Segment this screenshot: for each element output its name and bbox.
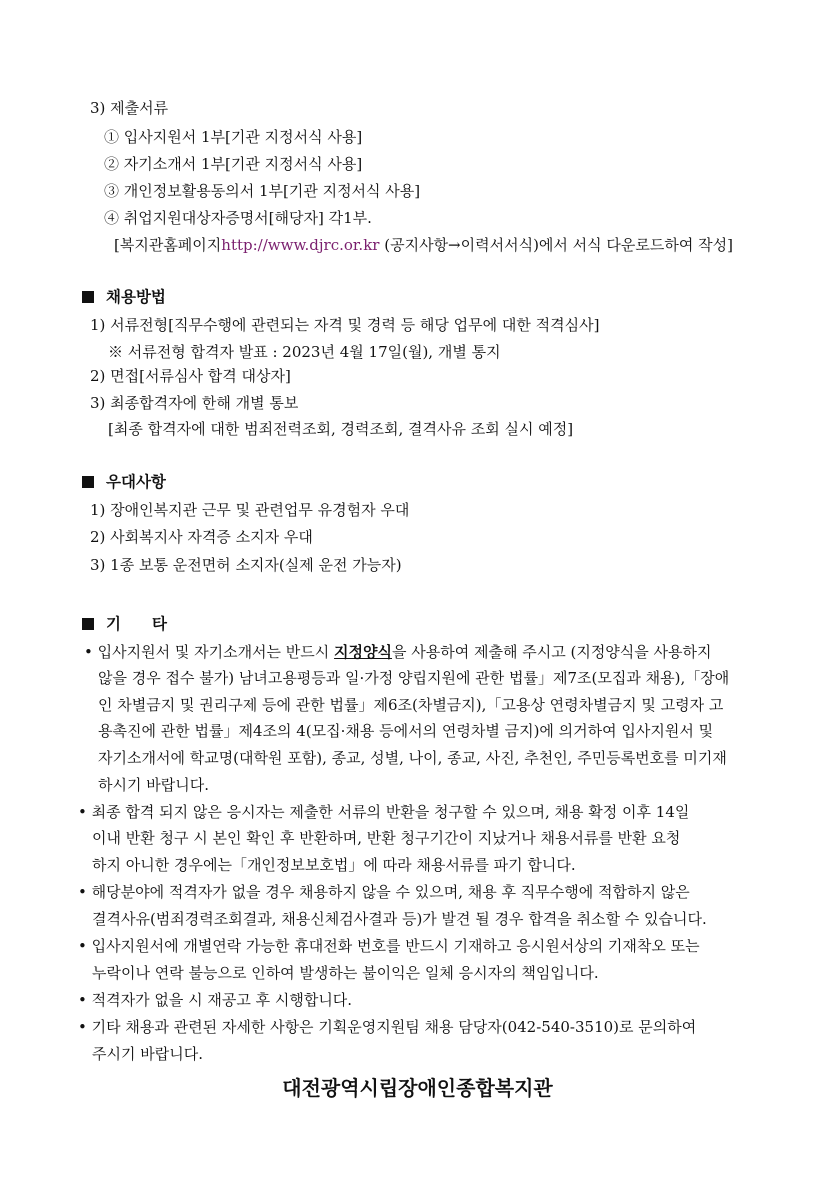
etc-title-text: 기 타: [106, 615, 167, 633]
etc-bullet-3-line-2: 결격사유(범죄경력조회결과, 채용신체검사결과 등)가 발견 될 경우 합격을 취소할 수 있습니다.: [92, 910, 707, 928]
etc-text: • 입사지원서 및 자기소개서는 반드시: [84, 643, 335, 661]
section-preference-title: [82, 471, 166, 493]
etc-bullet-1-line-5: 자기소개서에 학교명(대학원 포함), 종교, 성별, 나이, 종교, 사진, 추천인, 주민등록번호를 미기재: [98, 749, 727, 767]
download-prefix: [복지관홈페이지: [114, 236, 222, 254]
etc-bullet-1-line-2: 않을 경우 접수 불가) 남녀고용평등과 일·가정 양립지원에 관한 법률」제7조(모집과 채용),「장애: [98, 669, 730, 687]
section-etc-title: [82, 613, 167, 635]
documents-heading: 3) 제출서류: [90, 99, 169, 117]
square-bullet-icon: [82, 476, 94, 488]
section-hiring-title: [82, 286, 166, 308]
etc-bullet-1-line-6: 하시기 바랍니다.: [98, 776, 209, 794]
preference-line-2: 2) 사회복지사 자격증 소지자 우대: [90, 528, 313, 546]
organization-name-footer: 대전광역시립장애인종합복지관: [282, 1076, 553, 1100]
etc-bullet-1-line-4: 용촉진에 관한 법률」제4조의 4(모집·채용 등에서의 연령차별 금지)에 의거하여 입사지원서 및: [98, 722, 714, 740]
hiring-line-3: 2) 면접[서류심사 합격 대상자]: [90, 367, 291, 385]
homepage-link[interactable]: http://www.djrc.or.kr: [221, 236, 380, 254]
etc-bullet-2-line-1: • 최종 합격 되지 않은 응시자는 제출한 서류의 반환을 청구할 수 있으며, 채용 확정 이후 14일: [78, 803, 690, 821]
documents-item-2: ② 자기소개서 1부[기관 지정서식 사용]: [104, 155, 363, 173]
hiring-title-text: 채용방법: [106, 288, 166, 306]
etc-bullet-5-line-1: • 적격자가 없을 시 재공고 후 시행합니다.: [78, 991, 353, 1009]
hiring-line-2: ※ 서류전형 합격자 발표 : 2023년 4월 17일(월), 개별 통지: [108, 343, 501, 361]
documents-item-1: ① 입사지원서 1부[기관 지정서식 사용]: [104, 128, 363, 146]
etc-bullet-2-line-3: 하지 아니한 경우에는「개인정보보호법」에 따라 채용서류를 파기 합니다.: [92, 856, 576, 874]
etc-bullet-2-line-2: 이내 반환 청구 시 본인 확인 후 반환하며, 반환 청구기간이 지났거나 채용서류를 반환 요청: [92, 829, 681, 847]
square-bullet-icon: [82, 291, 94, 303]
preference-line-3: 3) 1종 보통 운전면허 소지자(실제 운전 가능자): [90, 556, 402, 574]
etc-bullet-4-line-1: • 입사지원서에 개별연락 가능한 휴대전화 번호를 반드시 기재하고 응시원서상의 기재착오 또는: [78, 937, 700, 955]
hiring-line-1: 1) 서류전형[직무수행에 관련되는 자격 및 경력 등 해당 업무에 대한 적격심사]: [90, 316, 600, 334]
etc-bullet-3-line-1: • 해당분야에 적격자가 없을 경우 채용하지 않을 수 있으며, 채용 후 직무수행에 적합하지 않은: [78, 883, 690, 901]
hiring-line-5: [최종 합격자에 대한 범죄전력조회, 경력조회, 결격사유 조회 실시 예정]: [108, 420, 574, 438]
download-suffix: (공지사항→이력서서식)에서 서식 다운로드하여 작성]: [379, 236, 733, 254]
hiring-line-4: 3) 최종합격자에 한해 개별 통보: [90, 394, 299, 412]
etc-bullet-1-line-1: [84, 641, 712, 663]
designated-form-emphasis: 지정양식: [334, 643, 393, 661]
documents-item-4: ④ 취업지원대상자증명서[해당자] 각1부.: [104, 209, 372, 227]
documents-item-3: ③ 개인정보활용동의서 1부[기관 지정서식 사용]: [104, 182, 421, 200]
preference-title-text: 우대사항: [106, 473, 166, 491]
etc-text: 을 사용하여 제출해 주시고 (지정양식을 사용하지: [392, 643, 712, 661]
etc-bullet-6-line-1: • 기타 채용과 관련된 자세한 사항은 기획운영지원팀 채용 담당자(042-540-3510)로 문의하여: [78, 1018, 697, 1036]
preference-line-1: 1) 장애인복지관 근무 및 관련업무 유경험자 우대: [90, 501, 410, 519]
etc-bullet-4-line-2: 누락이나 연락 불능으로 인하여 발생하는 불이익은 일체 응시자의 책임입니다.: [92, 964, 599, 982]
etc-bullet-1-line-3: 인 차별금지 및 권리구제 등에 관한 법률」제6조(차별금지),「고용상 연령차별금지 및 고령자 고: [98, 696, 724, 714]
square-bullet-icon: [82, 618, 94, 630]
etc-bullet-6-line-2: 주시기 바랍니다.: [92, 1045, 203, 1063]
documents-download-note: [114, 234, 733, 256]
